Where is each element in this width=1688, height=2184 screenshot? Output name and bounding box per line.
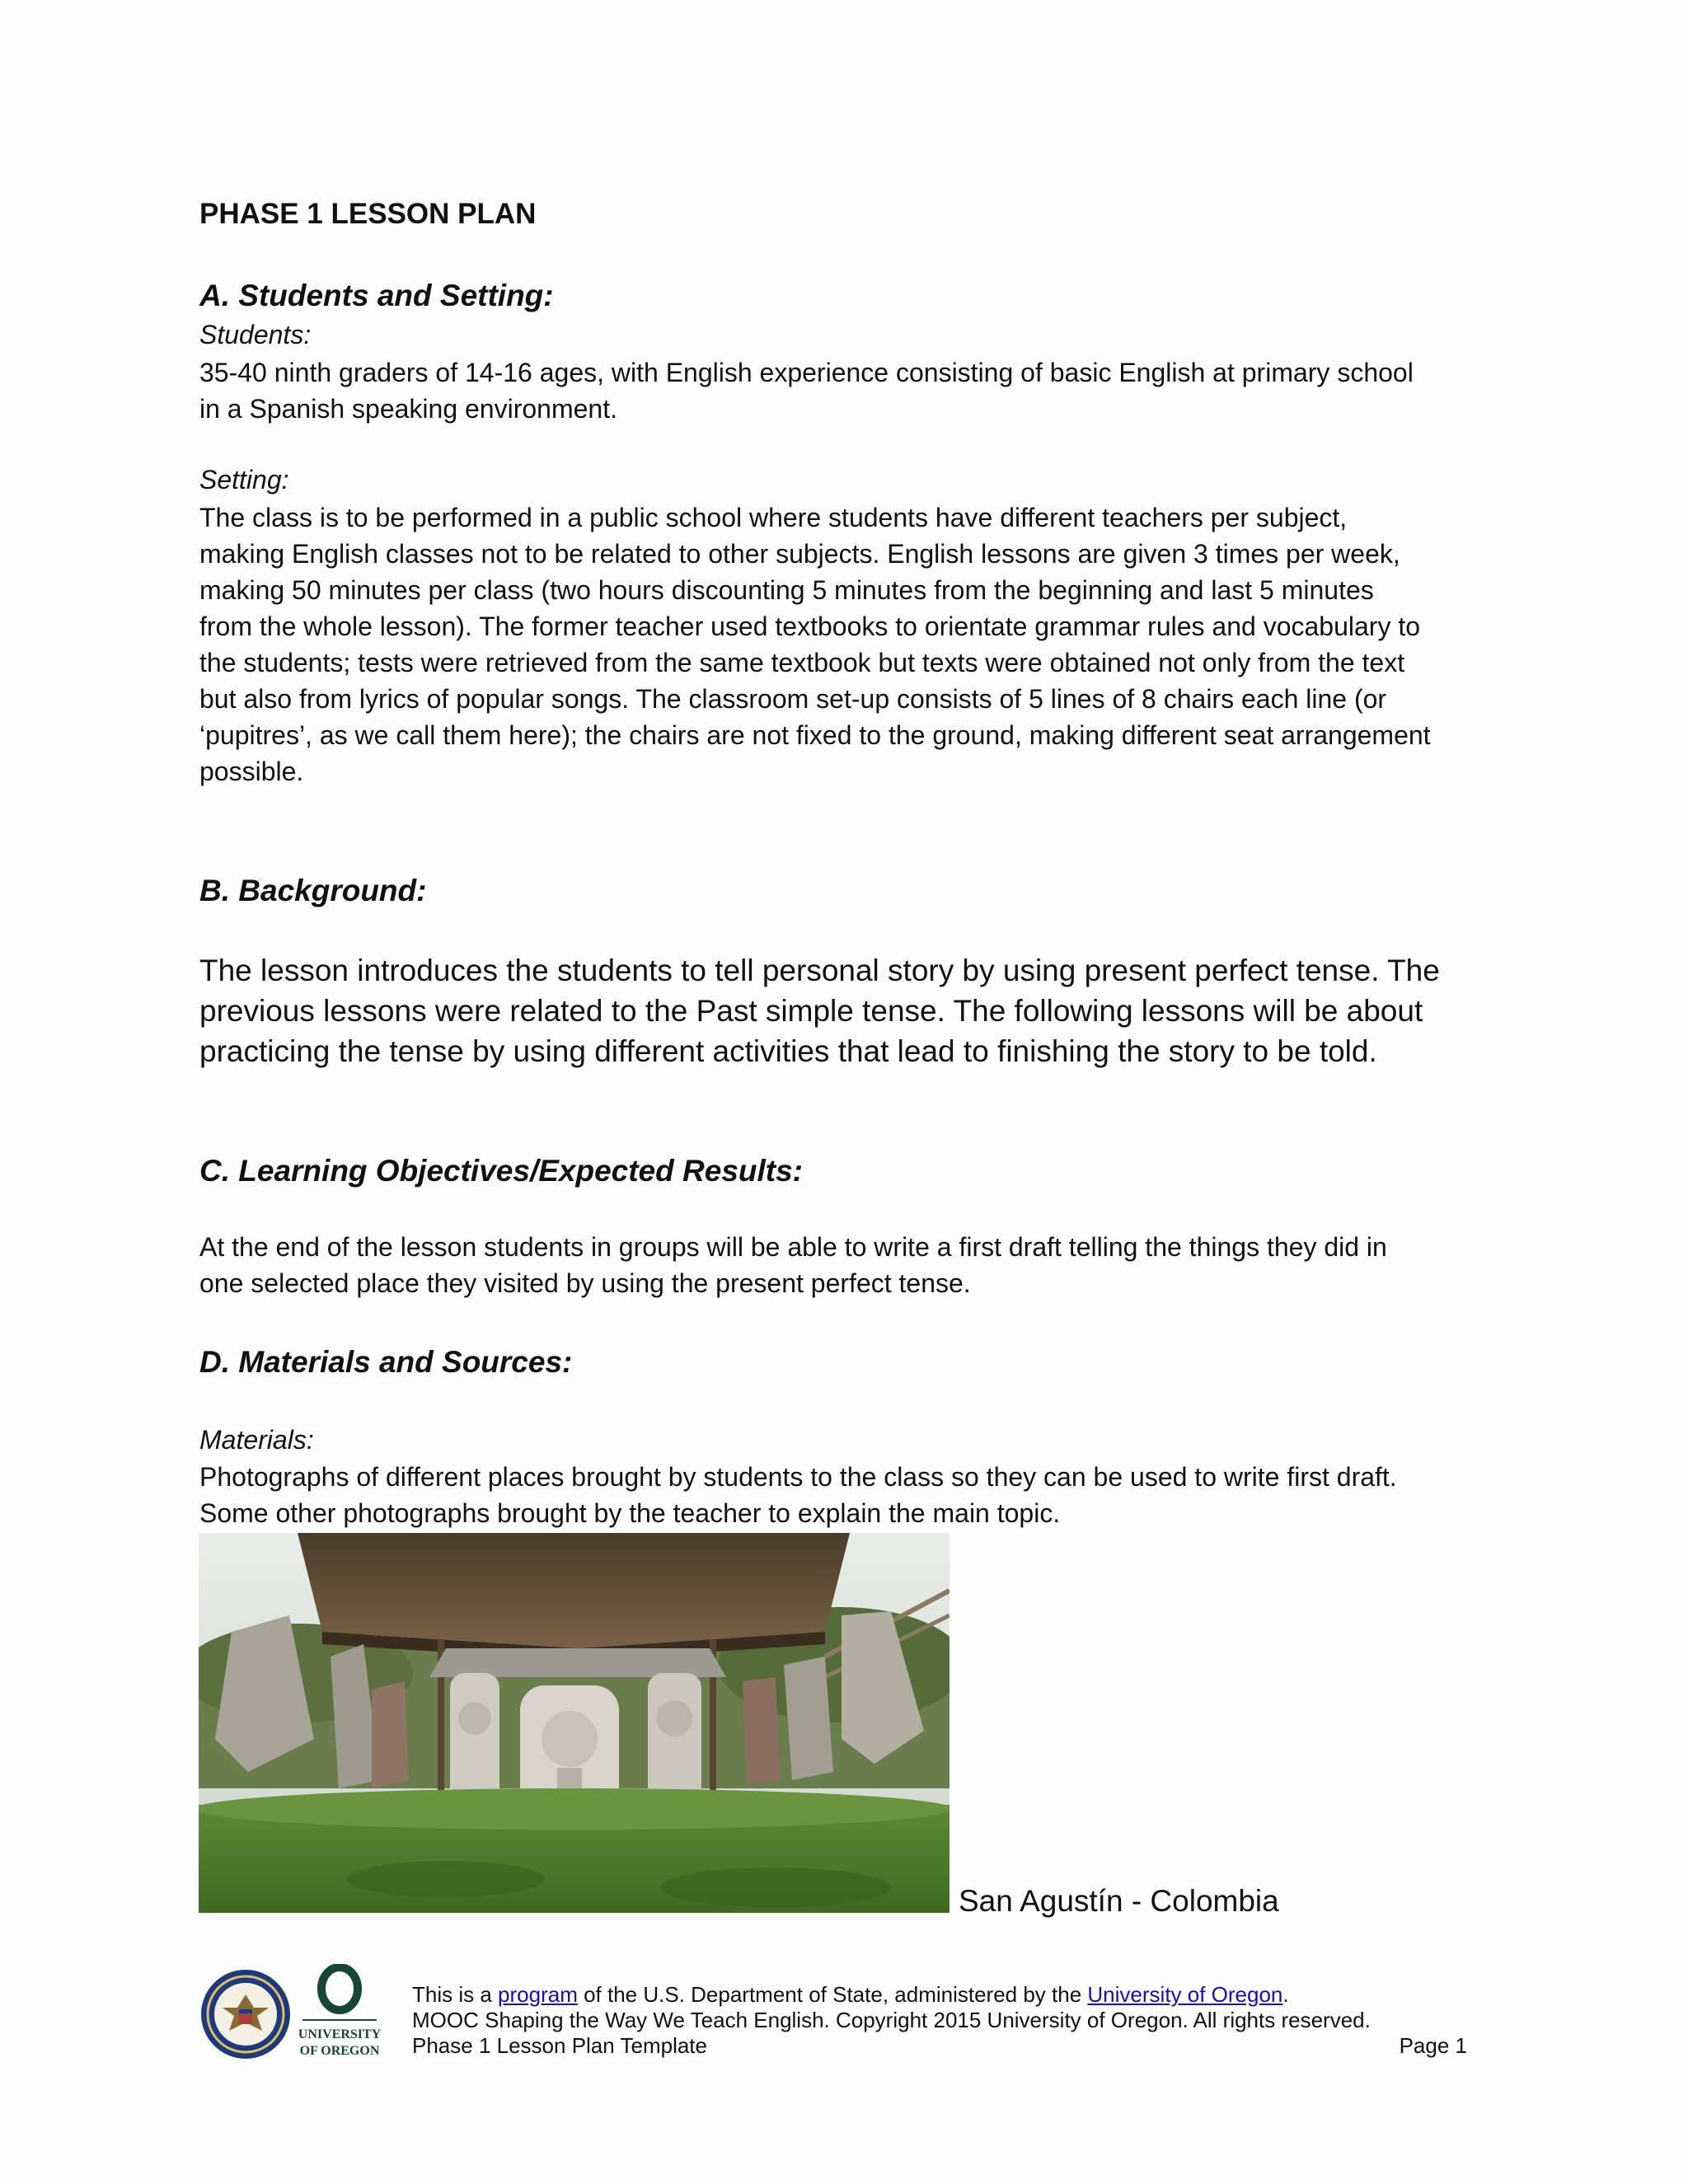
text-line: ‘pupitres’, as we call them here); the chairs are not fixed to the ground, making different seat arrangement (199, 720, 1431, 750)
text-line: practicing the tense by using different activities that lead to finishing the story to be told. (199, 1034, 1377, 1068)
text-line: possible. (199, 757, 304, 786)
footer-text: This is a (412, 1982, 499, 2007)
footer-text: . (1282, 1982, 1289, 2007)
background-paragraph (199, 950, 1485, 1071)
text-line: The class is to be performed in a public school where students have different teachers per subject, (199, 503, 1348, 532)
materials-label: Materials: (199, 1425, 314, 1455)
university-of-oregon-link[interactable]: University of Oregon (1087, 1982, 1283, 2007)
department-of-state-seal-logo (199, 1968, 292, 2060)
footer-text: of the U.S. Department of State, administered by the (577, 1982, 1088, 2007)
objectives-paragraph (199, 1229, 1502, 1301)
text-line: The lesson introduces the students to tell personal story by using present perfect tense. The (199, 954, 1440, 987)
materials-paragraph (199, 1459, 1502, 1531)
page-title: PHASE 1 LESSON PLAN (199, 198, 537, 230)
photo-caption: San Agustín - Colombia (959, 1884, 1279, 1918)
uo-logo-text-2: OF OREGON (299, 2044, 380, 2058)
text-line: making 50 minutes per class (two hours discounting 5 minutes from the beginning and last 5 minutes (199, 575, 1374, 605)
san-agustin-photo (199, 1533, 950, 1913)
text-line: making English classes not to be related to other subjects. English lessons are given 3 times per week, (199, 539, 1400, 569)
section-a-heading: A. Students and Setting: (199, 279, 554, 312)
setting-paragraph (199, 499, 1502, 790)
text-line: previous lessons were related to the Past simple tense. The following lessons will be about (199, 994, 1423, 1028)
students-label: Students: (199, 320, 312, 349)
text-line: At the end of the lesson students in groups will be able to write a first draft telling the things they did in (199, 1232, 1387, 1262)
text-line: one selected place they visited by using the present perfect tense. (199, 1268, 971, 1298)
section-b-heading: B. Background: (199, 874, 427, 907)
text-line: the students; tests were retrieved from the same textbook but texts were obtained not only from the text (199, 648, 1405, 677)
footer-line-3: Phase 1 Lesson Plan Template (412, 2033, 707, 2058)
text-line: but also from lyrics of popular songs. The classroom set-up consists of 5 lines of 8 chairs each line (or (199, 684, 1387, 714)
students-paragraph (199, 354, 1502, 427)
section-c-heading: C. Learning Objectives/Expected Results: (199, 1154, 803, 1188)
footer-line-2: MOOC Shaping the Way We Teach English. Copyright 2015 University of Oregon. All rights reserved. (412, 2008, 1371, 2032)
program-link[interactable]: program (498, 1982, 578, 2007)
page-number: Page 1 (1399, 2033, 1467, 2058)
setting-label: Setting: (199, 465, 289, 494)
text-line: Some other photographs brought by the teacher to explain the main topic. (199, 1498, 1061, 1528)
text-line: Photographs of different places brought by students to the class so they can be used to write first draft. (199, 1462, 1397, 1492)
uo-logo-text-1: UNIVERSITY (298, 2027, 381, 2041)
footer (412, 1982, 1467, 2059)
footer-line-1 (412, 1982, 1467, 2008)
text-line: 35-40 ninth graders of 14-16 ages, with English experience consisting of basic English at primary school (199, 358, 1414, 387)
university-of-oregon-logo (298, 1964, 381, 2067)
text-line: from the whole lesson). The former teacher used textbooks to orientate grammar rules and vocabulary to (199, 612, 1421, 641)
text-line: in a Spanish speaking environment. (199, 394, 617, 424)
section-d-heading: D. Materials and Sources: (199, 1345, 573, 1379)
